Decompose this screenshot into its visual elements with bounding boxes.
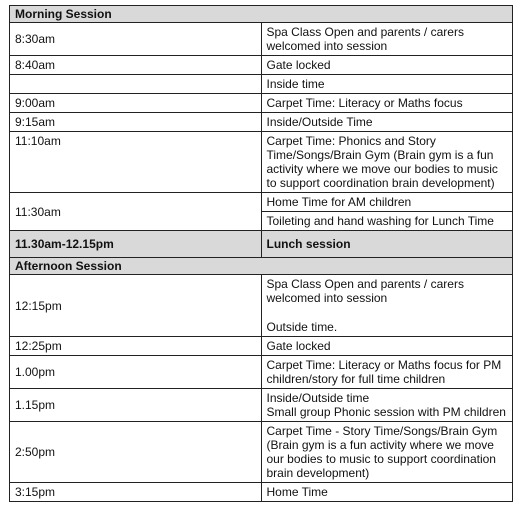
activity-cell bbox=[261, 389, 513, 422]
table-row bbox=[10, 356, 513, 389]
afternoon-session-header: Afternoon Session bbox=[10, 258, 513, 275]
afternoon-session-header-row bbox=[10, 258, 513, 275]
activity-cell bbox=[261, 275, 513, 337]
activity-cell: Toileting and hand washing for Lunch Time bbox=[261, 212, 513, 231]
time-cell: 1.15pm bbox=[10, 389, 262, 422]
activity-cell: Home Time for AM children bbox=[261, 193, 513, 212]
activity-cell: Spa Class Open and parents / carers welcomed into session bbox=[261, 23, 513, 56]
table-row bbox=[10, 94, 513, 113]
activity-line: Inside/Outside time bbox=[266, 391, 370, 405]
time-cell: 3:15pm bbox=[10, 483, 262, 502]
table-row bbox=[10, 113, 513, 132]
time-cell: 8:30am bbox=[10, 23, 262, 56]
table-row bbox=[10, 389, 513, 422]
activity-cell: Home Time bbox=[261, 483, 513, 502]
activity-line: Spa Class Open and parents / carers welcomed into session bbox=[266, 277, 464, 305]
time-cell: 1.00pm bbox=[10, 356, 262, 389]
morning-session-header: Morning Session bbox=[10, 6, 513, 23]
time-cell: 9:15am bbox=[10, 113, 262, 132]
lunch-row bbox=[10, 231, 513, 258]
line-gap bbox=[267, 305, 508, 320]
time-cell: 2:50pm bbox=[10, 422, 262, 483]
activity-cell: Carpet Time: Phonics and Story Time/Songs/Brain Gym (Brain gym is a fun activity where we move our bodies to music to support coordination brain development) bbox=[261, 132, 513, 193]
time-cell: 8:40am bbox=[10, 56, 262, 75]
activity-line: Outside time. bbox=[266, 320, 338, 334]
time-cell: 9:00am bbox=[10, 94, 262, 113]
time-cell: 11:10am bbox=[10, 132, 262, 193]
lunch-time-cell: 11.30am-12.15pm bbox=[10, 231, 262, 258]
table-row bbox=[10, 483, 513, 502]
table-row bbox=[10, 275, 513, 337]
activity-cell: Carpet Time: Literacy or Maths focus bbox=[261, 94, 513, 113]
session-schedule-table bbox=[9, 5, 513, 502]
table-row bbox=[10, 56, 513, 75]
time-cell: 12:25pm bbox=[10, 337, 262, 356]
table-row bbox=[10, 422, 513, 483]
table-row bbox=[10, 337, 513, 356]
table-row bbox=[10, 23, 513, 56]
table-row bbox=[10, 75, 513, 94]
activity-cell: Inside/Outside Time bbox=[261, 113, 513, 132]
activity-cell: Gate locked bbox=[261, 56, 513, 75]
morning-session-header-row bbox=[10, 6, 513, 23]
time-cell: 11:30am bbox=[10, 193, 262, 231]
activity-cell: Inside time bbox=[261, 75, 513, 94]
lunch-activity-cell: Lunch session bbox=[261, 231, 513, 258]
table-row bbox=[10, 193, 513, 212]
activity-line: Small group Phonic session with PM children bbox=[266, 405, 506, 419]
time-cell: 12:15pm bbox=[10, 275, 262, 337]
activity-cell: Carpet Time: Literacy or Maths focus for PM children/story for full time children bbox=[261, 356, 513, 389]
activity-cell: Gate locked bbox=[261, 337, 513, 356]
table-row bbox=[10, 132, 513, 193]
time-cell bbox=[10, 75, 262, 94]
activity-cell: Carpet Time - Story Time/Songs/Brain Gym (Brain gym is a fun activity where we move our bodies to music to support coordination brain development) bbox=[261, 422, 513, 483]
